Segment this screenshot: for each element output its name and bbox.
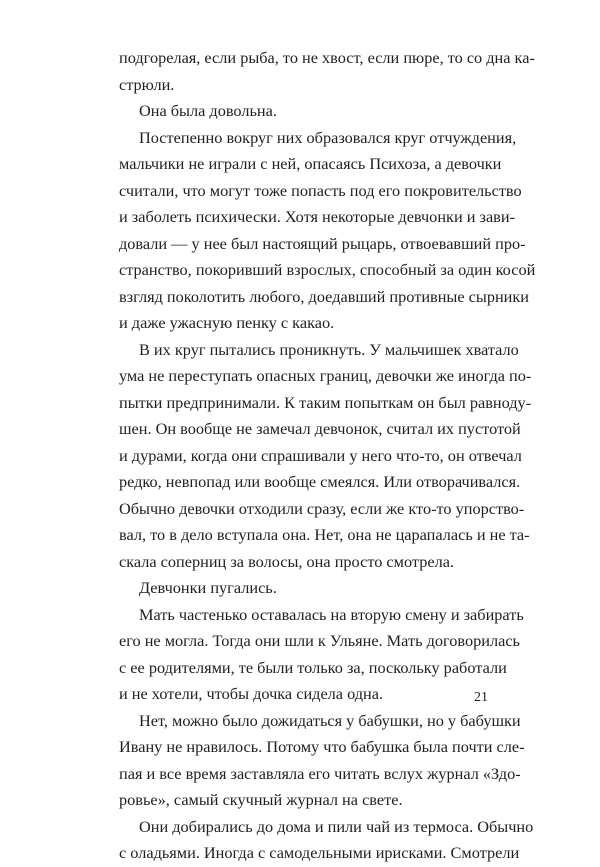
text-line: Она была довольна.: [139, 101, 277, 120]
text-line: Они добирались до дома и пили чай из термоса. Обычно: [139, 816, 534, 836]
text-line: Постепенно вокруг них образовался круг отчуждения,: [139, 127, 517, 147]
text-line: Девчонки пугались.: [139, 578, 277, 597]
text-line: подгорелая, если рыба, то не хвост, если пюре, то со дна ка-: [119, 48, 535, 67]
text-line: редко, невпопад или вообще смеялся. Или отворачивался.: [119, 472, 521, 491]
text-line: Мать частенько оставалась на вторую смену и забирать: [139, 604, 524, 624]
text-line: Нет, можно было дожидаться у бабушки, но у бабушки: [139, 710, 521, 730]
text-line: с ее родителями, те были только за, поскольку работали: [119, 657, 507, 677]
text-line: скала соперниц за волосы, она просто смотрела.: [119, 551, 454, 571]
text-line: пая и все время заставляла его читать вслух журнал «Здо-: [119, 763, 521, 783]
text-line: ума не переступать опасных границ, девочки же иногда по-: [119, 366, 532, 385]
text-line: взгляд поколотить любого, доедавший противные сырники: [119, 286, 530, 306]
text-line: его не могла. Тогда они шли к Ульяне. Мать договорилась: [119, 631, 520, 650]
text-line: мальчики не играли с ней, опасаясь Психоза, а девочки: [119, 154, 502, 173]
text-line: и даже ужасную пенку с какао.: [119, 313, 335, 332]
text-line: ровье», самый скучный журнал на свете.: [119, 790, 403, 809]
text-line: с оладьями. Иногда с самодельными ирисками. Смотрели: [119, 843, 520, 862]
text-line: и заболеть психически. Хотя некоторые девчонки и зави-: [119, 207, 515, 226]
text-line: вал, то в дело вступала она. Нет, она не царапалась и не та-: [119, 525, 530, 544]
text-line: Обычно девочки отходили сразу, если же кто-то упорство-: [119, 498, 525, 518]
text-line: и не хотели, чтобы дочка сидела одна.: [119, 684, 384, 703]
text-line: В их круг пытались проникнуть. У мальчишек хватало: [139, 339, 519, 359]
text-line: довали — у нее был настоящий рыцарь, отвоевавший про-: [119, 233, 526, 253]
text-line: и дурами, когда они спрашивали у него что-то, он отвечал: [119, 445, 522, 465]
text-line: пытки предпринимали. К таким попыткам он был равноду-: [119, 392, 532, 412]
page-number: 21: [474, 690, 488, 705]
text-line: шен. Он вообще не замечал девчонок, считал их пустотой: [119, 419, 521, 438]
page-body-text: [119, 45, 536, 867]
text-line: Ивану не нравилось. Потому что бабушка была почти сле-: [119, 737, 525, 756]
text-line: стрюли.: [119, 74, 175, 94]
text-line: считали, что могут тоже попасть под его покровительство: [119, 180, 522, 200]
text-line: странство, покоривший взрослых, способный за один косой: [119, 260, 536, 279]
